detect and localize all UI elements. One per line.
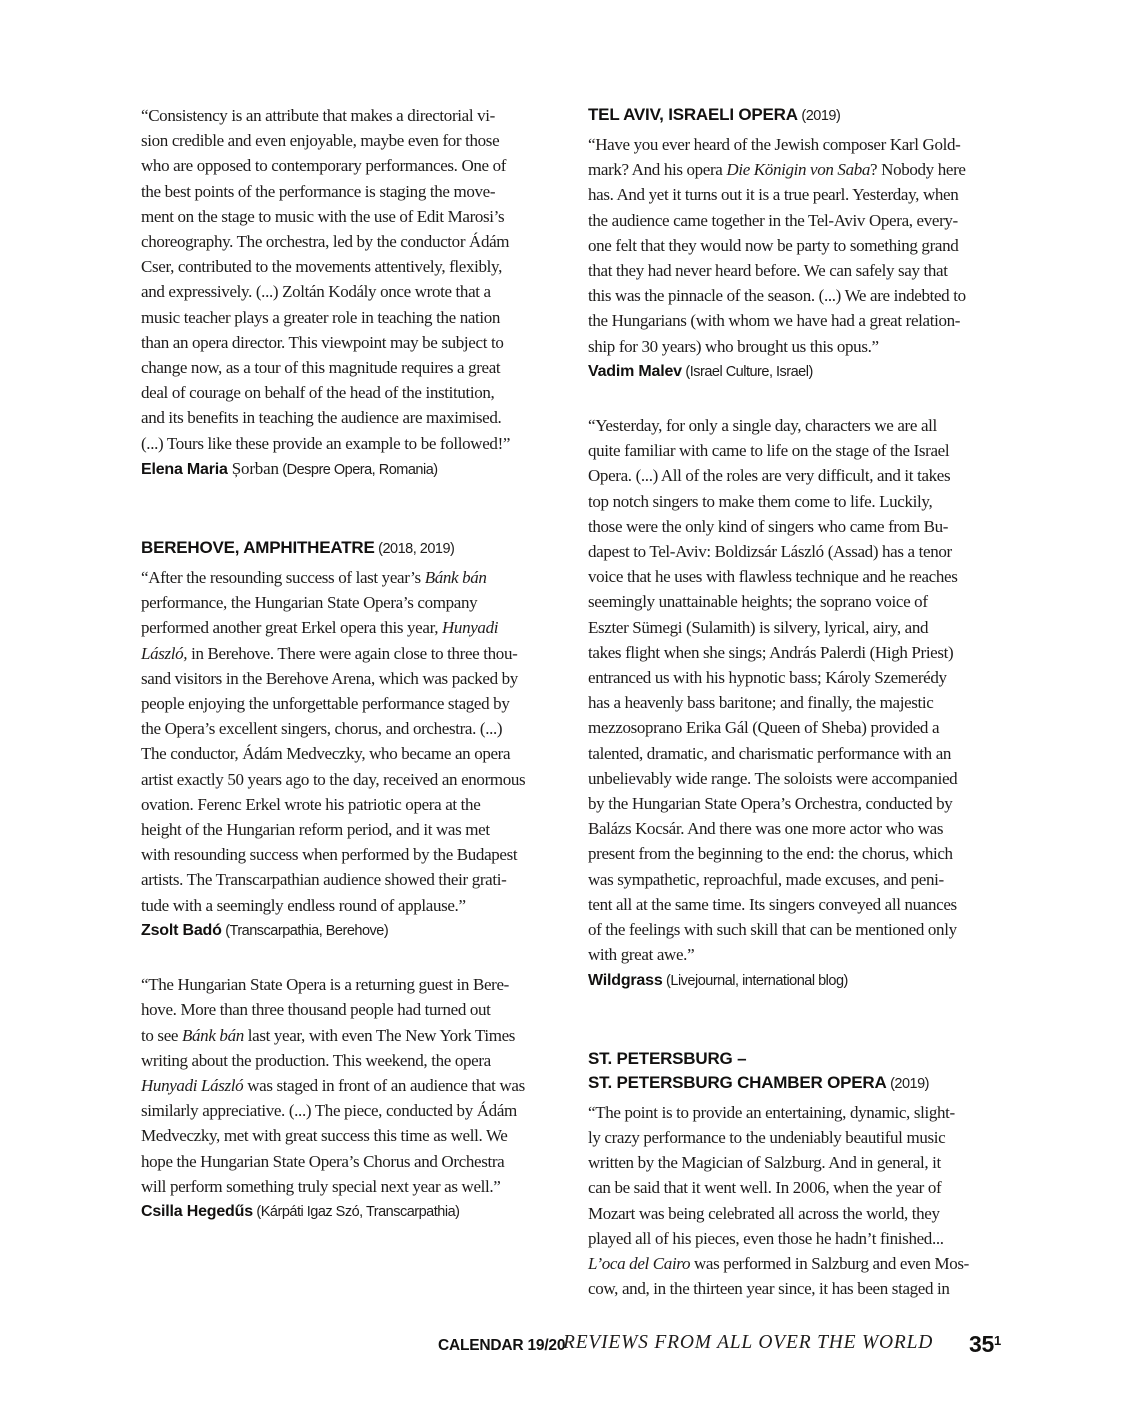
section-title: ST. PETERSBURG – (588, 1048, 747, 1068)
text-line: those were the only kind of singers who came from Bu- (588, 516, 949, 536)
attribution (141, 456, 565, 483)
text-line: with great awe.” (588, 945, 695, 965)
text-line: mark? And his opera Die Königin von Saba? Nobody here (588, 160, 966, 180)
review-section (588, 1047, 1008, 1302)
text-line: performed another great Erkel opera this year, Hunyadi (141, 618, 499, 638)
attribution-source: (Despre Opera, Romania) (278, 461, 438, 478)
page-number-main: 35 (969, 1331, 994, 1357)
text-line: the Opera’s excellent singers, chorus, and orchestra. (...) (141, 719, 503, 739)
text-line: one felt that they would now be party to something grand (588, 235, 959, 255)
text-line: can be said that it went well. In 2006, when the year of (588, 1178, 942, 1198)
text-line: written by the Magician of Salzburg. And in general, it (588, 1153, 941, 1173)
review-section (141, 536, 565, 944)
text-line: takes flight when she sings; András Palerdi (High Priest) (588, 642, 954, 662)
attribution (588, 359, 1008, 385)
section-title-line2: ST. PETERSBURG CHAMBER OPERA (588, 1072, 887, 1092)
section-title: TEL AVIV, ISRAELI OPERA (588, 105, 798, 124)
text-line: ship for 30 years) who brought us this opus.” (588, 336, 879, 356)
text-line: voice that he uses with flawless technique and he reaches (588, 567, 958, 587)
text-line: “Have you ever heard of the Jewish composer Karl Gold- (588, 135, 961, 154)
text-line: this was the pinnacle of the season. (...) We are indebted to (588, 286, 966, 306)
page-number (969, 1331, 1001, 1358)
text-line: ovation. Ferenc Erkel wrote his patriotic opera at the (141, 794, 481, 814)
attribution-name-serif: Șorban (227, 458, 279, 478)
text-line: artist exactly 50 years ago to the day, received an enormous (141, 769, 526, 789)
attribution-name: Vadim Malev (588, 362, 682, 380)
section-heading (588, 103, 1008, 128)
attribution-name: Csilla Hegedűs (141, 1202, 253, 1220)
attribution-source: (Transcarpathia, Berehove) (221, 922, 389, 939)
text-line: quite familiar with came to life on the stage of the Israel (588, 441, 950, 461)
text-line: that they had never heard before. We can safely say that (588, 261, 948, 281)
attribution-name: Zsolt Badó (141, 921, 222, 939)
text-line: by the Hungarian State Opera’s Orchestra, conducted by (588, 794, 953, 814)
text-line: seemingly unattainable heights; the soprano voice of (588, 592, 928, 612)
text-line: “The point is to provide an entertaining, dynamic, slight- (588, 1102, 955, 1122)
text-line: has a heavenly bass baritone; and finally, the majestic (588, 693, 934, 713)
text-line: similarly appreciative. (...) The piece, conducted by Ádám (141, 1101, 517, 1121)
text-line: height of the Hungarian reform period, and it was met (141, 820, 490, 840)
text-line: with resounding success when performed by the Budapest (141, 845, 518, 865)
attribution-source: (Kárpáti Igaz Szó, Transcarpathia) (252, 1203, 460, 1220)
text-line: entranced us with his hypnotic bass; Károly Szemerédy (588, 668, 947, 688)
section-years: (2019) (886, 1075, 929, 1092)
attribution-source: (Israel Culture, Israel) (681, 363, 813, 380)
text-line: writing about the production. This weekend, the opera (141, 1050, 491, 1070)
attribution-source: (Livejournal, international blog) (662, 972, 848, 989)
text-line: hove. More than three thousand people had turned out (141, 1000, 491, 1020)
footer-publication-label: CALENDAR 19/20 (438, 1337, 566, 1354)
section-years: (2019) (797, 108, 841, 124)
text-line: Eszter Sümegi (Sulamith) is silvery, lyrical, airy, and (588, 617, 929, 637)
text-line: “After the resounding success of last year’s Bánk bán (141, 568, 487, 588)
text-line: was sympathetic, reproachful, made excuses, and peni- (588, 869, 944, 889)
text-line: The conductor, Ádám Medveczky, who became an opera (141, 744, 511, 764)
text-line: “The Hungarian State Opera is a returning guest in Bere- (141, 975, 509, 995)
text-line: present from the beginning to the end: the chorus, which (588, 844, 953, 864)
text-line: Hunyadi László was staged in front of an audience that was (141, 1075, 525, 1095)
page-number-superscript: 1 (993, 1333, 1001, 1348)
text-line: hope the Hungarian State Opera’s Chorus and Orchestra (141, 1151, 505, 1171)
text-line: top notch singers to make them come to life. Luckily, (588, 491, 933, 511)
text-line: unbelievably wide range. The soloists were accompanied (588, 768, 958, 788)
text-line: Opera. (...) All of the roles are very difficult, and it takes (588, 466, 951, 486)
text-line: and its benefits in teaching the audience are maximised. (141, 408, 502, 428)
text-line: choreography. The orchestra, led by the conductor Ádám (141, 232, 510, 252)
text-line: talented, dramatic, and charismatic performance with an (588, 743, 952, 763)
section-heading (141, 536, 565, 561)
text-line: Cser, contributed to the movements attentively, flexibly, (141, 257, 502, 277)
review-block (588, 413, 1008, 994)
text-line: the audience came together in the Tel-Aviv Opera, every- (588, 210, 958, 230)
text-line: ly crazy performance to the undeniably beautiful music (588, 1127, 946, 1147)
text-line: Mozart was being celebrated all across the world, they (588, 1203, 940, 1223)
attribution (588, 968, 1008, 994)
text-line: sion credible and even enjoyable, maybe even for those (141, 131, 500, 151)
text-line: “Yesterday, for only a single day, characters we are all (588, 416, 937, 436)
text-line: László, in Berehove. There were again close to three thou- (141, 643, 518, 663)
text-line: the Hungarians (with whom we have had a great relation- (588, 311, 961, 331)
text-line: and expressively. (...) Zoltán Kodály once wrote that a (141, 282, 491, 302)
text-line: cow, and, in the thirteen year since, it has been staged in (588, 1279, 950, 1299)
text-line: music teacher plays a greater role in teaching the nation (141, 307, 501, 327)
text-line: ment on the stage to music with the use of Edit Marosi’s (141, 206, 505, 226)
text-line: change now, as a tour of this magnitude requires a great (141, 358, 501, 378)
footer-section-title: REVIEWS FROM ALL OVER THE WORLD (563, 1332, 934, 1353)
text-line: mezzosoprano Erika Gál (Queen of Sheba) provided a (588, 718, 940, 738)
text-line: L’oca del Cairo was performed in Salzburg and even Mos- (588, 1253, 969, 1273)
text-line: who are opposed to contemporary performances. One of (141, 156, 507, 176)
text-line: played all of his pieces, even those he hadn’t finished... (588, 1228, 944, 1248)
section-heading (588, 1047, 1008, 1096)
left-column (141, 103, 565, 1225)
text-line: artists. The Transcarpathian audience showed their grati- (141, 870, 507, 890)
attribution-name: Elena Maria (141, 460, 228, 478)
text-line: tude with a seemingly endless round of applause.” (141, 895, 466, 915)
text-line: performance, the Hungarian State Opera’s company (141, 593, 478, 613)
text-line: sand visitors in the Berehove Arena, which was packed by (141, 668, 518, 688)
review-block (141, 103, 565, 483)
text-line: of the feelings with such skill that can be mentioned only (588, 920, 957, 940)
text-line: deal of courage on behalf of the head of the institution, (141, 383, 495, 403)
review-section (588, 103, 1008, 385)
section-years: (2018, 2019) (374, 541, 455, 558)
right-column (588, 103, 1008, 1301)
text-line: has. And yet it turns out it is a true pearl. Yesterday, when (588, 185, 959, 205)
text-line: will perform something truly special next year as well.” (141, 1176, 501, 1196)
text-line: than an opera director. This viewpoint may be subject to (141, 332, 504, 352)
attribution (141, 918, 565, 944)
section-title: BEREHOVE, AMPHITHEATRE (141, 538, 375, 558)
review-block (141, 972, 565, 1225)
text-line: people enjoying the unforgettable performance staged by (141, 694, 510, 714)
text-line: (...) Tours like these provide an example to be followed!” (141, 433, 511, 453)
text-line: tent all at the same time. Its singers conveyed all nuances (588, 894, 957, 914)
text-line: the best points of the performance is staging the move- (141, 181, 496, 201)
text-line: dapest to Tel-Aviv: Boldizsár László (Assad) has a tenor (588, 542, 952, 562)
text-line: “Consistency is an attribute that makes a directorial vi- (141, 106, 495, 125)
text-line: Balázs Kocsár. And there was one more actor who was (588, 819, 944, 839)
attribution-name: Wildgrass (588, 971, 663, 989)
attribution (141, 1199, 565, 1225)
text-line: to see Bánk bán last year, with even The New York Times (141, 1025, 516, 1045)
text-line: Medveczky, met with great success this time as well. We (141, 1126, 508, 1146)
